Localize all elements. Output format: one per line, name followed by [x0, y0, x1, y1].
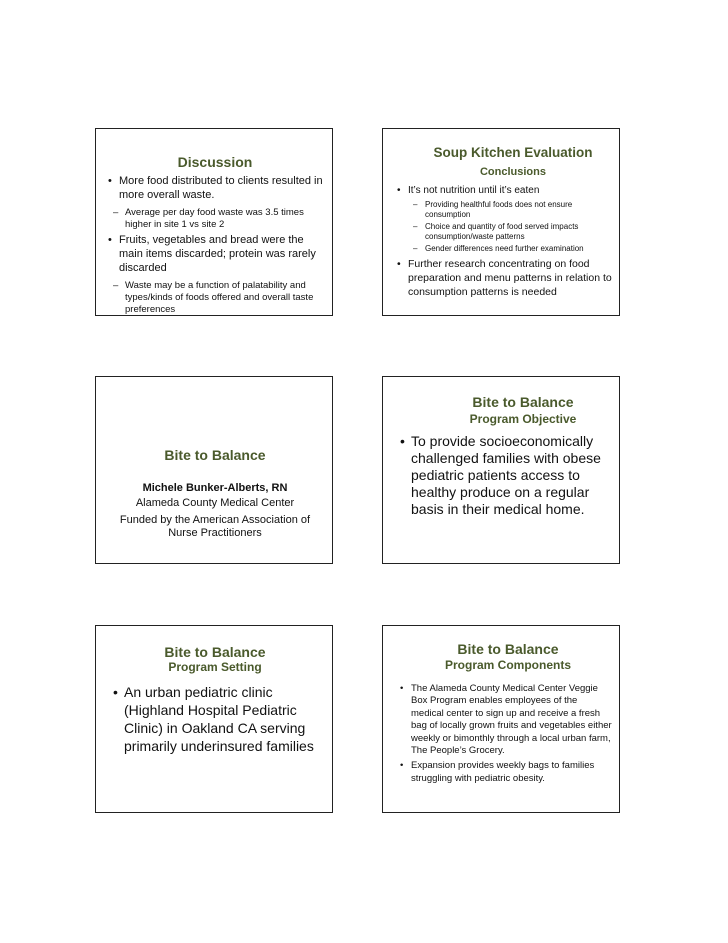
author-name: Michele Bunker-Alberts, RN: [142, 482, 288, 494]
bullet-list: [400, 433, 612, 518]
bullet-text: Further research concentrating on food preparation and menu patterns in relation to consumption patterns is needed: [408, 258, 612, 298]
slide-bite-title: [95, 376, 333, 564]
slide-subtitle: Program Components: [444, 658, 571, 672]
sub-bullet-item: – Gender differences need further examination: [408, 244, 617, 254]
sub-bullet-item: – Waste may be a function of palatability and types/kinds of foods offered and overall taste preferences: [108, 280, 330, 316]
slide-program-components: [382, 625, 620, 813]
bullet-text: The Alameda County Medical Center Veggie Box Program enables employees of the medical center to sign up and receive a fresh bag of locally grown fruits and vegetables either weekly or bimonthly through a local urban farm, The People’s Grocery.: [411, 683, 612, 757]
bullet-item: [108, 233, 330, 316]
slide-title: Bite to Balance: [472, 394, 574, 410]
bullet-item: [113, 683, 323, 755]
slide-subtitle: Program Setting: [168, 660, 262, 674]
bullet-item: [108, 174, 330, 231]
bullet-list: [400, 683, 612, 785]
bullet-text: To provide socioeconomically challenged families with obese pediatric patients access to healthy produce on a regular basis in their medical home.: [411, 433, 601, 517]
bullet-list: [108, 174, 330, 316]
slide-title: Bite to Balance: [457, 641, 559, 657]
bullet-text: An urban pediatric clinic (Highland Hospital Pediatric Clinic) in Oakland CA serving primarily underinsured families: [124, 684, 314, 754]
bullet-text: Fruits, vegetables and bread were the main items discarded; protein was rarely discarded: [119, 234, 316, 274]
slide-title: Soup Kitchen Evaluation: [433, 145, 593, 160]
bullet-item: [400, 683, 612, 757]
slide-soup-kitchen: [382, 128, 620, 316]
slide-program-setting: [95, 625, 333, 813]
slide-discussion: [95, 128, 333, 316]
slide-title: Bite to Balance: [164, 644, 266, 660]
bullet-list: [113, 683, 323, 755]
slide-subtitle: Program Objective: [469, 412, 577, 426]
sub-bullet-item: – Average per day food waste was 3.5 times higher in site 1 vs site 2: [108, 207, 330, 231]
slide-subtitle: Conclusions: [479, 166, 546, 178]
bullet-text: Expansion provides weekly bags to families struggling with pediatric obesity.: [411, 760, 595, 784]
sub-bullet-item: – Choice and quantity of food served impacts consumption/waste patterns: [408, 222, 617, 242]
bullet-item: [400, 433, 612, 518]
slide-title: Bite to Balance: [164, 447, 266, 463]
bullet-list: [397, 184, 617, 299]
slide-title: Discussion: [177, 154, 253, 170]
sub-bullet-item: – Providing healthful foods does not ensure consumption: [408, 200, 617, 220]
bullet-text: It’s not nutrition until it’s eaten: [408, 185, 540, 196]
organization: Alameda County Medical Center: [135, 497, 295, 509]
slide-program-objective: [382, 376, 620, 564]
bullet-item: [397, 257, 617, 299]
bullet-item: [397, 184, 617, 254]
funding-note: Funded by the American Association of Nurse Practitioners: [119, 514, 311, 539]
bullet-text: More food distributed to clients resulted in more overall waste.: [119, 175, 323, 201]
bullet-item: [400, 760, 612, 785]
